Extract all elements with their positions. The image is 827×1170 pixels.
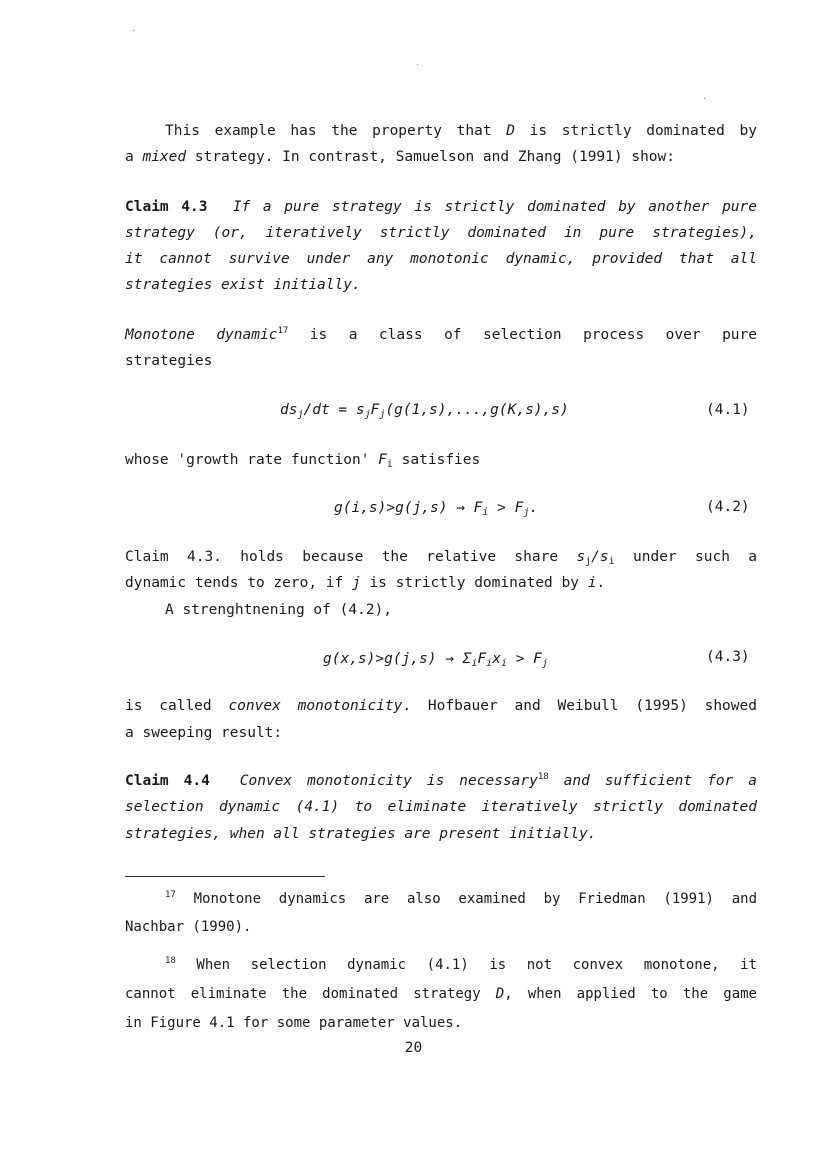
claim-4-3-line1: Claim 4.3 If a pure strategy is strictly dominated by another pure <box>125 199 757 215</box>
footnote-17-line2: Nachbar (1990). <box>125 919 252 935</box>
footnote-18-line2: cannot eliminate the dominated strategy D, when applied to the game <box>125 986 757 1002</box>
footnote-18-line1: $^{18}$ When selection dynamic (4.1) is not convex monotone, it <box>165 956 757 973</box>
footnote-17-line1: $^{17}$ Monotone dynamics are also examined by Friedman (1991) and <box>165 890 757 907</box>
equation-4-2-number: (4.2) <box>706 499 750 515</box>
claim-4-3-line2: strategy (or, iteratively strictly dominated in pure strategies), <box>125 225 757 241</box>
claim-4-3-line3: it cannot survive under any monotonic dynamic, provided that all <box>125 251 757 267</box>
footnote-separator <box>125 876 325 877</box>
scan-speck <box>704 98 705 99</box>
footnote-18-number: 18 <box>165 956 176 966</box>
claim-4-4-line3: strategies, when all strategies are present initially. <box>125 826 597 842</box>
page-number: 20 <box>404 1040 423 1056</box>
equation-4-1-number: (4.1) <box>706 402 750 418</box>
claim-4-4-line1: Claim 4.4 Convex monotonicity is necessary$^{18}$ and sufficient for a <box>125 772 757 789</box>
para1-line1: This example has the property that D is strictly dominated by <box>165 123 757 139</box>
claim-4-3-line4: strategies exist initially. <box>125 277 361 293</box>
claim-4-4-label: Claim 4.4 <box>125 773 210 789</box>
para5-line1: is called convex monotonicity. Hofbauer and Weibull (1995) showed <box>125 698 757 714</box>
equation-4-2: $g(i,s)>g(j,s) \to F_i > F_j$. <box>334 500 539 518</box>
footnote-18-line3: in Figure 4.1 for some parameter values. <box>125 1015 463 1031</box>
footnote-17-number: 17 <box>165 890 176 900</box>
para2-line2: strategies <box>125 353 213 369</box>
para4-line2: dynamic tends to zero, if j is strictly dominated by i. <box>125 575 606 591</box>
claim-4-3-label: Claim 4.3 <box>125 199 208 215</box>
para3: whose 'growth rate function' $F_i$ satisfies <box>125 452 481 470</box>
equation-4-3-number: (4.3) <box>706 649 750 665</box>
equation-4-1: $ds_j/dt = s_jF_j(g(1,s),...,g(K,s),s)$ <box>280 402 569 420</box>
footnote-ref-18: 18 <box>537 772 549 782</box>
para4-line3: A strenghtnening of (4.2), <box>165 602 392 618</box>
para1-line2: a mixed strategy. In contrast, Samuelson and Zhang (1991) show: <box>125 149 675 165</box>
para4-line1: Claim 4.3. holds because the relative share $s_j/s_i$ under such a <box>125 549 757 567</box>
para2-line1: Monotone dynamic$^{17}$ is a class of selection process over pure <box>125 326 757 343</box>
para5-line2: a sweeping result: <box>125 725 283 741</box>
equation-4-3: $g(x,s)>g(j,s) \to \Sigma_iF_ix_i > F_j$ <box>323 651 548 669</box>
footnote-ref-17: 17 <box>277 326 289 336</box>
scan-speck <box>417 64 418 65</box>
scan-speck <box>133 30 134 31</box>
claim-4-4-line2: selection dynamic (4.1) to eliminate iteratively strictly dominated <box>125 799 757 815</box>
